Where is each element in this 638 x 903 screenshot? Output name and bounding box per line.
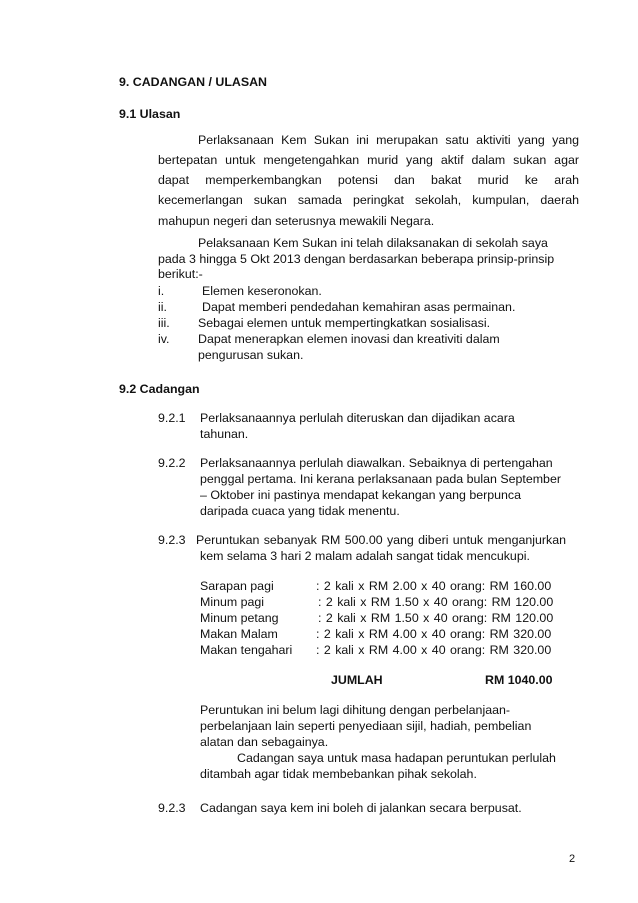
list-item-number: iii. bbox=[158, 316, 170, 330]
list-item-number: i. bbox=[158, 284, 165, 298]
item-line: penggal pertama. Ini kerana perlaksanaan pada bulan September bbox=[200, 472, 561, 486]
meal-cost: : 2 kali x RM 1.50 x 40 orang: RM 120.00 bbox=[318, 611, 554, 625]
para1-line: Perlaksanaan Kem Sukan ini merupakan satu aktiviti yang yang bbox=[198, 133, 579, 147]
item-line: Perlaksanaannya perlulah diawalkan. Sebaiknya di pertengahan bbox=[200, 456, 553, 470]
item-number: 9.2.1 bbox=[158, 411, 186, 425]
item-line: tahunan. bbox=[200, 427, 249, 441]
meal-name: Minum petang bbox=[200, 611, 279, 625]
item-line: daripada cuaca yang tidak menentu. bbox=[200, 504, 400, 518]
item-number: 9.2.3 bbox=[158, 801, 186, 815]
meal-name: Makan Malam bbox=[200, 627, 278, 641]
item-line: Peruntukan sebanyak RM 500.00 yang diberi untuk menganjurkan bbox=[196, 533, 566, 547]
meal-cost: : 2 kali x RM 4.00 x 40 orang: RM 320.00 bbox=[316, 627, 552, 641]
list-item: Sebagai elemen untuk mempertingkatkan sosialisasi. bbox=[198, 316, 491, 330]
meal-cost: : 2 kali x RM 4.00 x 40 orang: RM 320.00 bbox=[316, 643, 552, 657]
section-title: 9. CADANGAN / ULASAN bbox=[119, 75, 268, 89]
list-item-number: iv. bbox=[158, 332, 170, 346]
para1-line: bertepatan untuk mengetengahkan murid yang aktif dalam sukan agar bbox=[158, 153, 579, 167]
total-label: JUMLAH bbox=[331, 673, 383, 687]
list-item: Elemen keseronokan. bbox=[202, 284, 322, 298]
meal-cost: : 2 kali x RM 2.00 x 40 orang: RM 160.00 bbox=[316, 579, 552, 593]
item-number: 9.2.2 bbox=[158, 456, 186, 470]
total-value: RM 1040.00 bbox=[485, 673, 553, 687]
item-line: kem selama 3 hari 2 malam adalah sangat tidak mencukupi. bbox=[200, 549, 530, 563]
cadangan-heading: 9.2 Cadangan bbox=[119, 382, 200, 396]
para2-line: pada 3 hingga 5 Okt 2013 dengan berdasarkan beberapa prinsip-prinsip bbox=[158, 252, 555, 266]
meal-name: Sarapan pagi bbox=[200, 579, 274, 593]
para1-line: kecemerlangan sukan samada peringkat sekolah, kumpulan, daerah bbox=[158, 193, 579, 207]
note-line: ditambah agar tidak membebankan pihak sekolah. bbox=[200, 767, 477, 781]
meal-name: Makan tengahari bbox=[200, 643, 293, 657]
list-item: pengurusan sukan. bbox=[198, 348, 304, 362]
item-line: – Oktober ini pastinya mendapat kekangan yang berpunca bbox=[200, 488, 521, 502]
list-item: Dapat memberi pendedahan kemahiran asas permainan. bbox=[202, 300, 516, 314]
note-line: alatan dan sebagainya. bbox=[200, 735, 329, 749]
para1-line: mahupun negeri dan seterusnya mewakili Negara. bbox=[158, 214, 435, 228]
item-line: Cadangan saya kem ini boleh di jalankan secara berpusat. bbox=[200, 801, 522, 815]
note-line: Peruntukan ini belum lagi dihitung dengan perbelanjaan- bbox=[200, 703, 510, 717]
meal-cost: : 2 kali x RM 1.50 x 40 orang: RM 120.00 bbox=[318, 595, 554, 609]
item-number: 9.2.3 bbox=[158, 533, 186, 547]
list-item-number: ii. bbox=[158, 300, 167, 314]
para1-line: dapat memperkembangkan potensi dan bakat murid ke arah bbox=[158, 173, 579, 187]
page-number: 2 bbox=[569, 853, 576, 865]
note-line: Cadangan saya untuk masa hadapan peruntukan perlulah bbox=[237, 751, 556, 765]
list-item: Dapat menerapkan elemen inovasi dan kreativiti dalam bbox=[198, 332, 500, 346]
para2-line: Pelaksanaan Kem Sukan ini telah dilaksanakan di sekolah saya bbox=[198, 236, 548, 250]
note-line: perbelanjaan lain seperti penyediaan sijil, hadiah, pembelian bbox=[200, 719, 532, 733]
para2-line: berikut:- bbox=[158, 267, 203, 281]
meal-name: Minum pagi bbox=[200, 595, 265, 609]
ulasan-heading: 9.1 Ulasan bbox=[119, 107, 181, 121]
item-line: Perlaksanaannya perlulah diteruskan dan dijadikan acara bbox=[200, 411, 515, 425]
